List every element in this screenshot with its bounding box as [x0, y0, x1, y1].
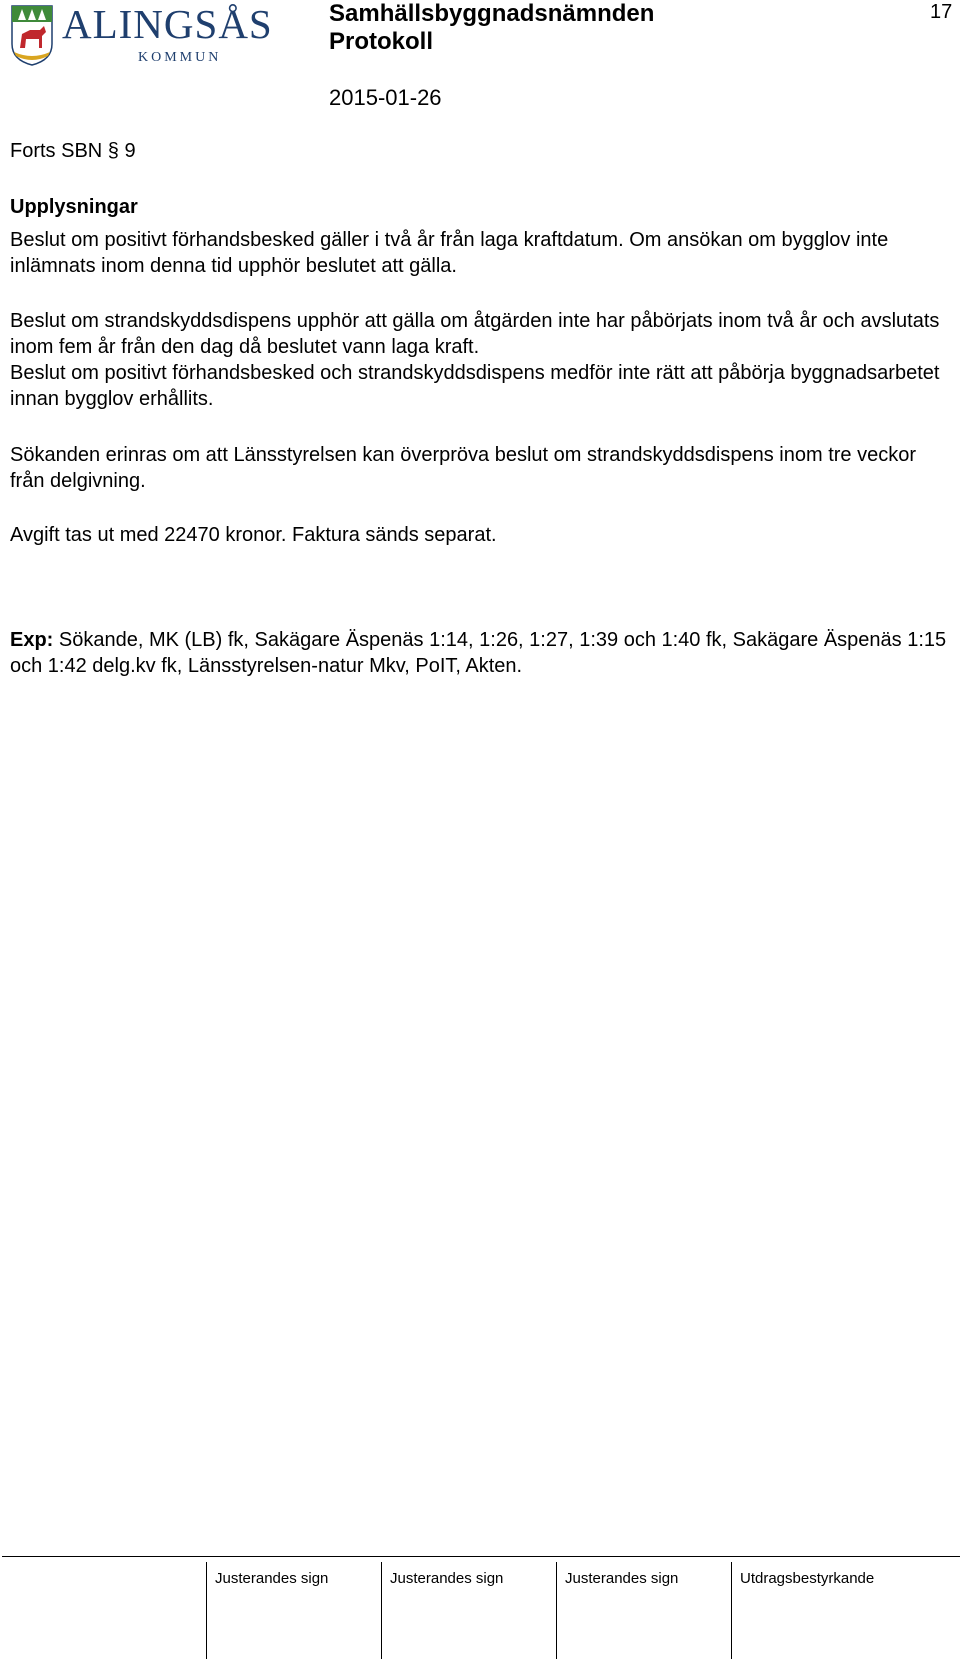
signature-box-label: Justerandes sign [215, 1570, 329, 1587]
paragraph: Sökanden erinras om att Länsstyrelsen kan överpröva beslut om strandskyddsdispens inom tre veckor från delgivning. [10, 444, 917, 492]
section-reference: Forts SBN § 9 [10, 140, 136, 162]
distribution-label: Exp: [10, 629, 54, 651]
paragraph [10, 308, 955, 412]
signature-divider [206, 1562, 207, 1659]
paragraph-line: Beslut om strandskyddsdispens upphör att gälla om åtgärden inte har påbörjats inom två år och avslutats inom fem år från den dag då beslutet vann laga kraft. [10, 310, 940, 358]
distribution-list [10, 627, 955, 679]
logo-subtext: KOMMUN [138, 50, 222, 65]
paragraph-line: Beslut om positivt förhandsbesked och strandskyddsdispens medför inte rätt att påbörja byggnadsarbetet innan bygglov erhållits. [10, 362, 940, 410]
paragraph: Beslut om positivt förhandsbesked gäller i två år från laga kraftdatum. Om ansökan om bygglov inte inlämnats inom denna tid upphör beslutet att gälla. [10, 229, 889, 277]
signature-divider [556, 1562, 557, 1659]
committee-name: Samhällsbyggnadsnämnden [329, 0, 655, 27]
municipality-logo [10, 2, 285, 68]
certification-box-label: Utdragsbestyrkande [740, 1570, 875, 1587]
logo-wordmark: ALINGSÅS [62, 1, 273, 47]
signature-divider [731, 1562, 732, 1659]
signature-box-label: Justerandes sign [565, 1570, 679, 1587]
signature-box-label: Justerandes sign [390, 1570, 504, 1587]
footer-divider [2, 1556, 960, 1557]
document-type: Protokoll [329, 28, 434, 55]
page-number: 17 [930, 1, 953, 23]
paragraph: Avgift tas ut med 22470 kronor. Faktura sänds separat. [10, 524, 497, 546]
signature-divider [381, 1562, 382, 1659]
section-heading: Upplysningar [10, 196, 138, 218]
alingsas-coat-of-arms-icon [10, 4, 54, 66]
meeting-date: 2015-01-26 [329, 85, 442, 110]
distribution-text: Sökande, MK (LB) fk, Sakägare Äspenäs 1:14, 1:26, 1:27, 1:39 och 1:40 fk, Sakägare Äspenäs 1:15 och 1:42 delg.kv fk, Länsstyrelsen-natur Mkv, PoIT, Akten. [10, 629, 947, 677]
